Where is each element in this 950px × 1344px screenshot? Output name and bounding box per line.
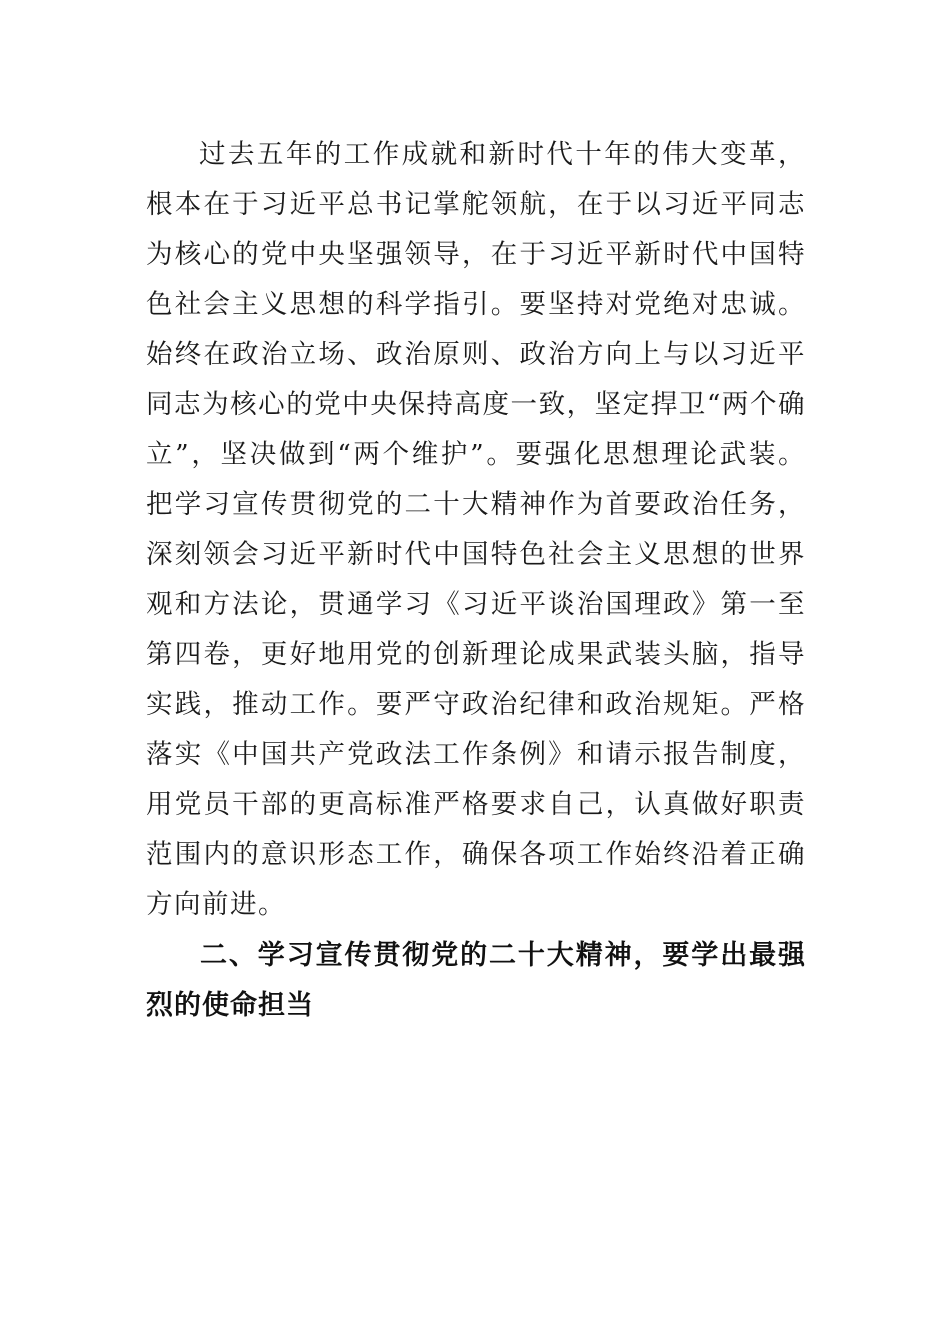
- document-text-block: [146, 130, 806, 1031]
- body-paragraph: 过去五年的工作成就和新时代十年的伟大变革，根本在于习近平总书记掌舵领航，在于以习近平同志为核心的党中央坚强领导，在于习近平新时代中国特色社会主义思想的科学指引。要坚持对党绝对忠诚。始终在政治立场、政治原则、政治方向上与以习近平同志为核心的党中央保持高度一致，坚定捍卫“两个确立”，坚决做到“两个维护”。要强化思想理论武装。把学习宣传贯彻党的二十大精神作为首要政治任务，深刻领会习近平新时代中国特色社会主义思想的世界观和方法论，贯通学习《习近平谈治国理政》第一至第四卷，更好地用党的创新理论成果武装头脑，指导实践，推动工作。要严守政治纪律和政治规矩。严格落实《中国共产党政法工作条例》和请示报告制度，用党员干部的更高标准严格要求自己，认真做好职责范围内的意识形态工作，确保各项工作始终沿着正确方向前进。: [146, 139, 806, 920]
- section-heading: 二、学习宣传贯彻党的二十大精神，要学出最强烈的使命担当: [146, 940, 806, 1021]
